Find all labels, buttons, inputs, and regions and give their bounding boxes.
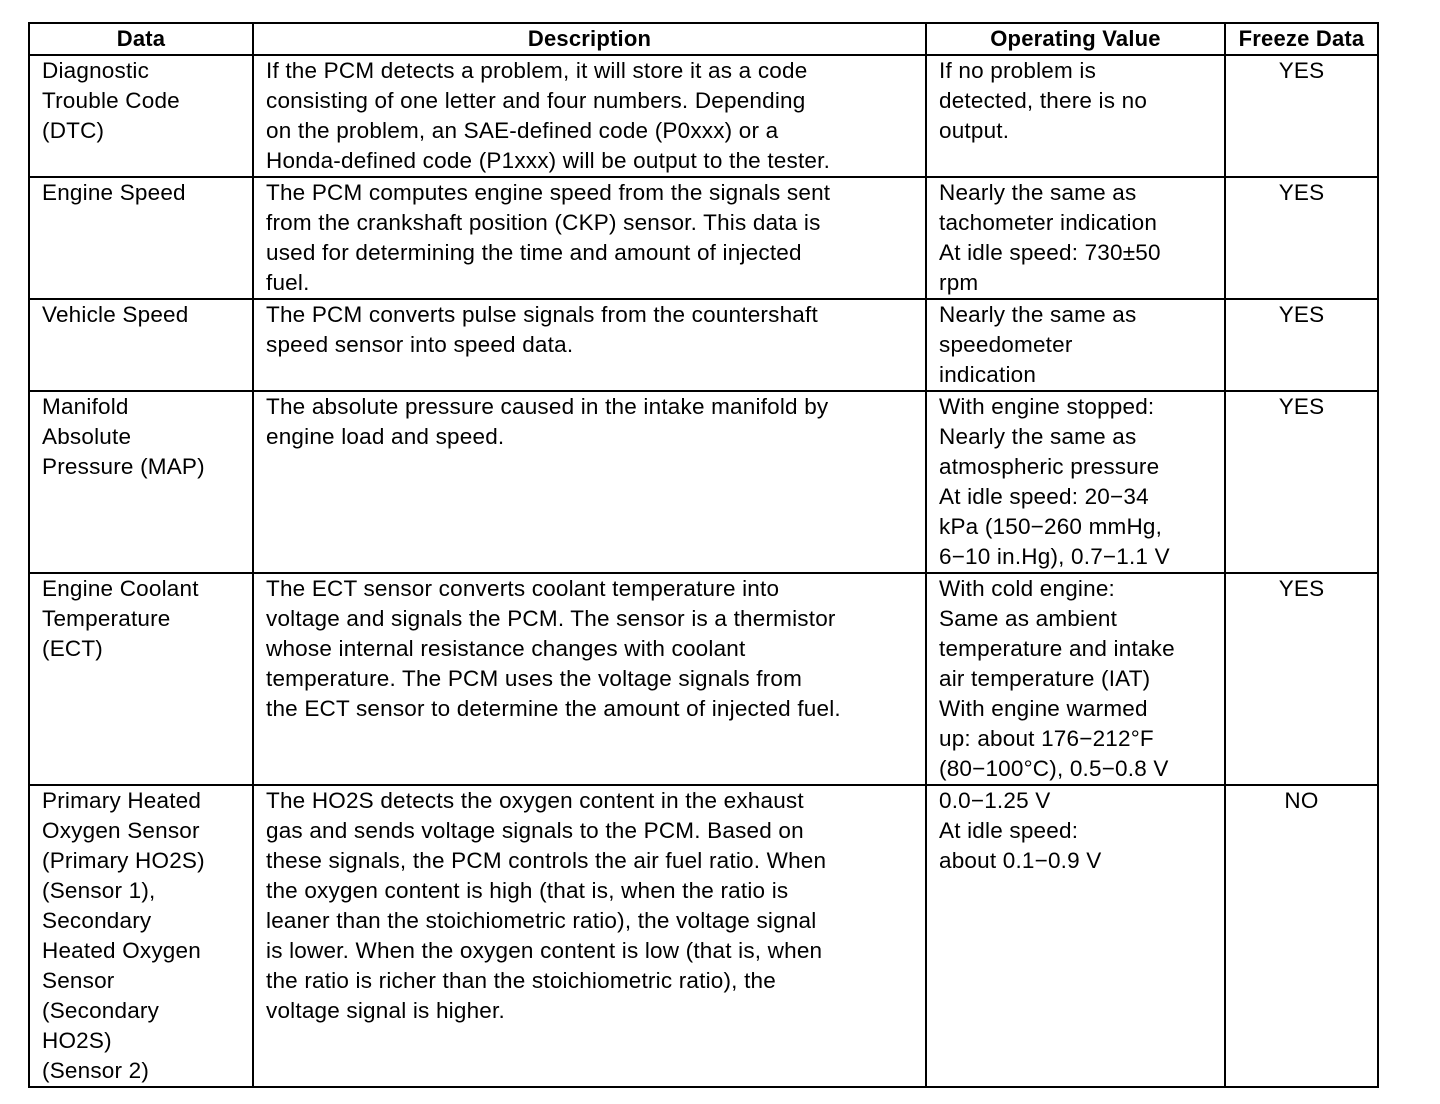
cell-data: Primary Heated Oxygen Sensor (Primary HO2S) (Sensor 1), Secondary Heated Oxygen Sensor (Secondary HO2S) (Sensor 2) bbox=[29, 785, 253, 1087]
cell-operating-value: Nearly the same as speedometer indication bbox=[926, 299, 1225, 391]
cell-operating-value: With engine stopped: Nearly the same as atmospheric pressure At idle speed: 20−34 kPa (150−260 mmHg, 6−10 in.Hg), 0.7−1.1 V bbox=[926, 391, 1225, 573]
cell-operating-value: If no problem is detected, there is no output. bbox=[926, 55, 1225, 177]
pcm-data-table bbox=[28, 22, 1379, 1088]
cell-freeze-data: YES bbox=[1225, 391, 1378, 573]
cell-freeze-data: NO bbox=[1225, 785, 1378, 1087]
cell-freeze-data: YES bbox=[1225, 299, 1378, 391]
cell-freeze-data: YES bbox=[1225, 55, 1378, 177]
header-freeze-data: Freeze Data bbox=[1225, 23, 1378, 55]
table-row bbox=[29, 573, 1378, 785]
cell-description: The PCM converts pulse signals from the countershaft speed sensor into speed data. bbox=[253, 299, 926, 391]
table-row bbox=[29, 177, 1378, 299]
cell-description: The absolute pressure caused in the intake manifold by engine load and speed. bbox=[253, 391, 926, 573]
header-data: Data bbox=[29, 23, 253, 55]
cell-freeze-data: YES bbox=[1225, 573, 1378, 785]
cell-description: The ECT sensor converts coolant temperature into voltage and signals the PCM. The sensor is a thermistor whose internal resistance changes with coolant temperature. The PCM uses the voltage signals from the ECT sensor to determine the amount of injected fuel. bbox=[253, 573, 926, 785]
cell-operating-value: With cold engine: Same as ambient temperature and intake air temperature (IAT) With engine warmed up: about 176−212°F (80−100°C), 0.5−0.8 V bbox=[926, 573, 1225, 785]
table-header-row bbox=[29, 23, 1378, 55]
cell-operating-value: Nearly the same as tachometer indication At idle speed: 730±50 rpm bbox=[926, 177, 1225, 299]
cell-data: Vehicle Speed bbox=[29, 299, 253, 391]
cell-operating-value: 0.0−1.25 V At idle speed: about 0.1−0.9 V bbox=[926, 785, 1225, 1087]
table-row bbox=[29, 299, 1378, 391]
header-description: Description bbox=[253, 23, 926, 55]
table-row bbox=[29, 785, 1378, 1087]
cell-data: Engine Coolant Temperature (ECT) bbox=[29, 573, 253, 785]
cell-data: Diagnostic Trouble Code (DTC) bbox=[29, 55, 253, 177]
cell-data: Engine Speed bbox=[29, 177, 253, 299]
cell-description: If the PCM detects a problem, it will store it as a code consisting of one letter and four numbers. Depending on the problem, an SAE-defined code (P0xxx) or a Honda-defined code (P1xxx) will be output to the tester. bbox=[253, 55, 926, 177]
cell-freeze-data: YES bbox=[1225, 177, 1378, 299]
table-row bbox=[29, 391, 1378, 573]
cell-description: The HO2S detects the oxygen content in the exhaust gas and sends voltage signals to the PCM. Based on these signals, the PCM controls the air fuel ratio. When the oxygen content is high (that is, when the ratio is leaner than the stoichiometric ratio), the voltage signal is lower. When the oxygen content is low (that is, when the ratio is richer than the stoichiometric ratio), the voltage signal is higher. bbox=[253, 785, 926, 1087]
cell-description: The PCM computes engine speed from the signals sent from the crankshaft position (CKP) sensor. This data is used for determining the time and amount of injected fuel. bbox=[253, 177, 926, 299]
table-row bbox=[29, 55, 1378, 177]
cell-data: Manifold Absolute Pressure (MAP) bbox=[29, 391, 253, 573]
header-operating-value: Operating Value bbox=[926, 23, 1225, 55]
